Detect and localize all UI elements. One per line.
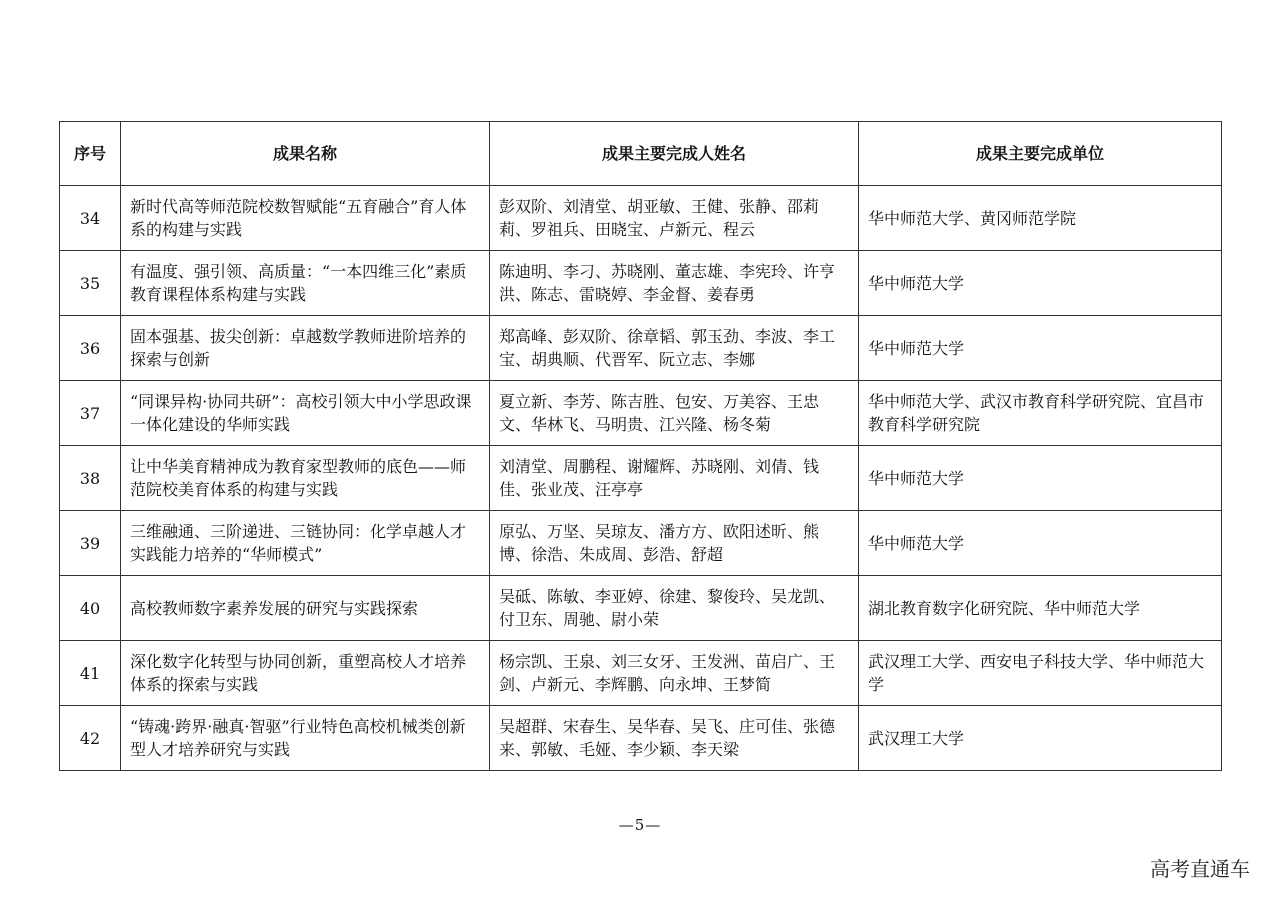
cell-units: 华中师范大学 bbox=[859, 251, 1222, 316]
cell-achievement-name: “铸魂·跨界·融真·智驱”行业特色高校机械类创新型人才培养研究与实践 bbox=[121, 706, 490, 771]
cell-contributors: 彭双阶、刘清堂、胡亚敏、王健、张静、邵莉莉、罗祖兵、田晓宝、卢新元、程云 bbox=[490, 186, 859, 251]
page-number: —5— bbox=[618, 816, 662, 834]
cell-serial-number: 36 bbox=[60, 316, 121, 381]
cell-achievement-name: “同课异构·协同共研”：高校引领大中小学思政课一体化建设的华师实践 bbox=[121, 381, 490, 446]
table-row bbox=[60, 706, 1222, 771]
cell-serial-number: 38 bbox=[60, 446, 121, 511]
table-header-row bbox=[60, 122, 1222, 186]
cell-serial-number: 35 bbox=[60, 251, 121, 316]
cell-achievement-name: 固本强基、拔尖创新：卓越数学教师进阶培养的探索与创新 bbox=[121, 316, 490, 381]
cell-achievement-name: 有温度、强引领、高质量：“一本四维三化”素质教育课程体系构建与实践 bbox=[121, 251, 490, 316]
cell-units: 武汉理工大学、西安电子科技大学、华中师范大学 bbox=[859, 641, 1222, 706]
cell-units: 华中师范大学、武汉市教育科学研究院、宜昌市教育科学研究院 bbox=[859, 381, 1222, 446]
cell-contributors: 夏立新、李芳、陈吉胜、包安、万美容、王忠文、华林飞、马明贵、江兴隆、杨冬菊 bbox=[490, 381, 859, 446]
cell-units: 武汉理工大学 bbox=[859, 706, 1222, 771]
cell-contributors: 杨宗凯、王泉、刘三女牙、王发洲、苗启广、王剑、卢新元、李辉鹏、向永坤、王梦简 bbox=[490, 641, 859, 706]
table-row bbox=[60, 576, 1222, 641]
watermark-text: 高考直通车 bbox=[1150, 857, 1250, 881]
cell-serial-number: 42 bbox=[60, 706, 121, 771]
cell-contributors: 吴超群、宋春生、吴华春、吴飞、庄可佳、张德来、郭敏、毛娅、李少颖、李天梁 bbox=[490, 706, 859, 771]
cell-units: 华中师范大学 bbox=[859, 511, 1222, 576]
cell-achievement-name: 深化数字化转型与协同创新，重塑高校人才培养体系的探索与实践 bbox=[121, 641, 490, 706]
table-row bbox=[60, 381, 1222, 446]
cell-units: 华中师范大学 bbox=[859, 316, 1222, 381]
cell-contributors: 陈迪明、李刁、苏晓刚、董志雄、李宪玲、许亨洪、陈志、雷晓婷、李金督、姜春勇 bbox=[490, 251, 859, 316]
cell-contributors: 郑高峰、彭双阶、徐章韬、郭玉劲、李波、李工宝、胡典顺、代晋军、阮立志、李娜 bbox=[490, 316, 859, 381]
cell-units: 湖北教育数字化研究院、华中师范大学 bbox=[859, 576, 1222, 641]
header-achievement-name: 成果名称 bbox=[121, 122, 490, 186]
cell-contributors: 刘清堂、周鹏程、谢耀辉、苏晓刚、刘倩、钱佳、张业茂、汪亭亭 bbox=[490, 446, 859, 511]
cell-units: 华中师范大学、黄冈师范学院 bbox=[859, 186, 1222, 251]
table-row bbox=[60, 511, 1222, 576]
cell-achievement-name: 三维融通、三阶递进、三链协同：化学卓越人才实践能力培养的“华师模式” bbox=[121, 511, 490, 576]
header-main-units: 成果主要完成单位 bbox=[859, 122, 1222, 186]
cell-serial-number: 34 bbox=[60, 186, 121, 251]
cell-serial-number: 37 bbox=[60, 381, 121, 446]
cell-achievement-name: 高校教师数字素养发展的研究与实践探索 bbox=[121, 576, 490, 641]
cell-contributors: 吴砥、陈敏、李亚婷、徐建、黎俊玲、吴龙凯、付卫东、周驰、尉小荣 bbox=[490, 576, 859, 641]
cell-achievement-name: 让中华美育精神成为教育家型教师的底色——师范院校美育体系的构建与实践 bbox=[121, 446, 490, 511]
table-row bbox=[60, 251, 1222, 316]
achievements-table bbox=[59, 121, 1222, 771]
cell-achievement-name: 新时代高等师范院校数智赋能“五育融合”育人体系的构建与实践 bbox=[121, 186, 490, 251]
table-row bbox=[60, 186, 1222, 251]
cell-units: 华中师范大学 bbox=[859, 446, 1222, 511]
table-row bbox=[60, 316, 1222, 381]
table-row bbox=[60, 641, 1222, 706]
header-main-contributors: 成果主要完成人姓名 bbox=[490, 122, 859, 186]
header-serial-number: 序号 bbox=[60, 122, 121, 186]
cell-serial-number: 39 bbox=[60, 511, 121, 576]
cell-serial-number: 41 bbox=[60, 641, 121, 706]
cell-serial-number: 40 bbox=[60, 576, 121, 641]
table-row bbox=[60, 446, 1222, 511]
cell-contributors: 原弘、万坚、吴琼友、潘方方、欧阳述昕、熊博、徐浩、朱成周、彭浩、舒超 bbox=[490, 511, 859, 576]
